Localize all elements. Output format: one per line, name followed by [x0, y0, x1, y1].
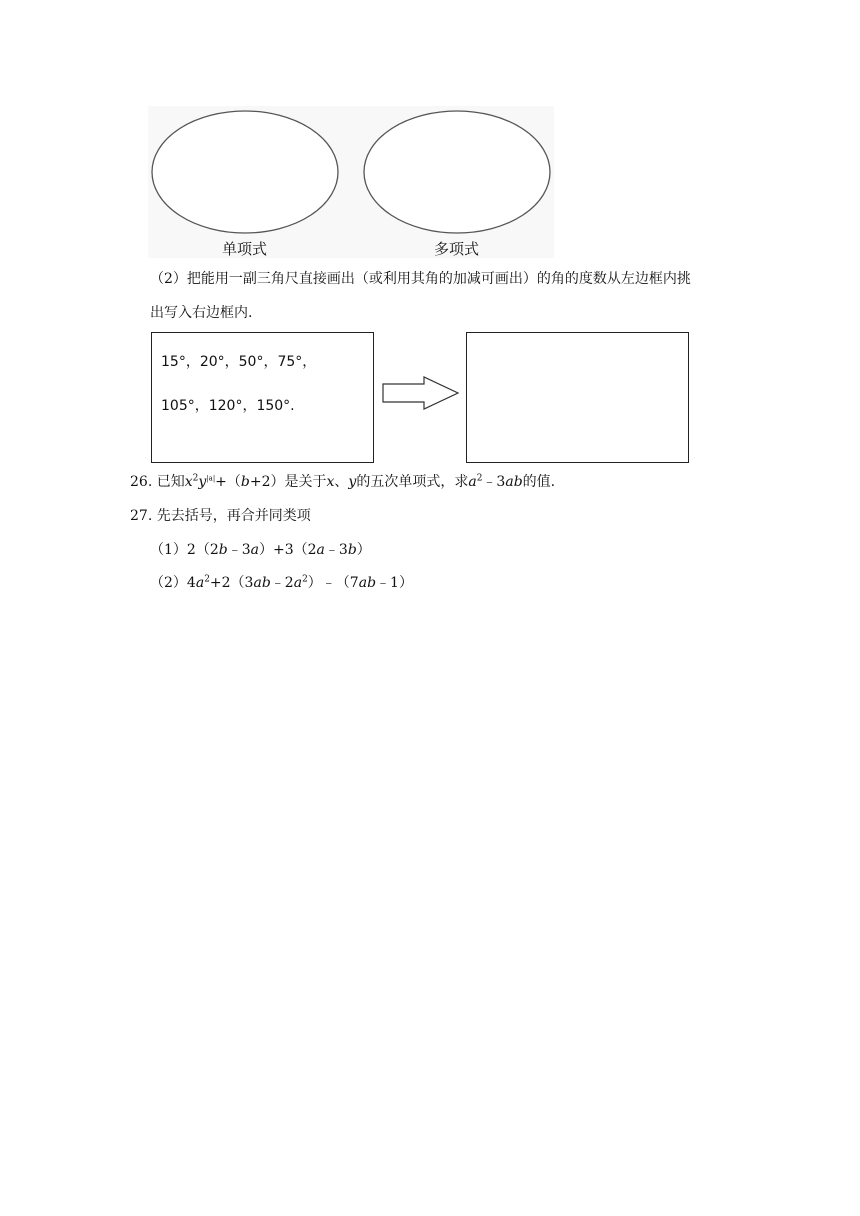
q27-p2-c: +2（3 [209, 575, 254, 591]
angle-list-row1: 15°，20°，50°，75°， [161, 354, 317, 370]
q27-part1 [150, 540, 371, 560]
q26-var-a: a [468, 474, 477, 490]
q27-p1-a: （1）2（2 [150, 542, 219, 558]
q26-exp-abs-a: |a| [206, 474, 216, 483]
q25-part2-line1: （2）把能用一副三角尺直接画出（或利用其角的加减可画出）的角的度数从左边框内挑 [150, 271, 691, 287]
q26-var-y: y [198, 474, 207, 490]
q26-var-x2: x [326, 474, 335, 490]
q26-text-6: ﹣3 [482, 474, 506, 490]
q27-p1-var-b: b [218, 542, 228, 558]
question-26 [130, 472, 555, 492]
q27-p2-e: ﹣2 [270, 575, 294, 591]
q27-p2-exp-1: 2 [204, 574, 210, 585]
q27-p1-var-b2: b [347, 542, 357, 558]
q26-exp-2: 2 [192, 473, 199, 484]
q27-p2-var-a2: a [293, 575, 303, 591]
q26-text-2: +（ [215, 474, 241, 490]
q26-text-7: 的值. [522, 474, 556, 490]
oval-figure [148, 106, 554, 258]
monomial-oval [152, 111, 338, 233]
polynomial-oval [364, 111, 550, 233]
q27-p1-i: ） [356, 542, 371, 558]
polynomial-caption: 多项式 [434, 240, 480, 258]
q27-p2-i: ﹣1） [376, 575, 413, 591]
q25-part2-line2: 出写入右边框内. [150, 305, 253, 321]
q27-p1-e: ）+3（2 [258, 542, 317, 558]
q27-p2-var-ab2: ab [358, 575, 377, 591]
q27-part2 [150, 573, 413, 593]
q27-p2-var-ab: ab [253, 575, 271, 591]
q27-p1-var-a: a [250, 542, 259, 558]
q26-text-5: 的五次单项式，求 [356, 474, 469, 490]
q26-number: 26. [130, 474, 153, 490]
question-27-title [130, 506, 311, 526]
oval-drawing [148, 106, 554, 258]
q26-var-b: b [240, 474, 250, 490]
q26-var-y2: y [348, 474, 357, 490]
q26-text-4: 、 [334, 474, 349, 490]
q27-p1-g: ﹣3 [324, 542, 348, 558]
q26-text-3: +2）是关于 [249, 474, 327, 490]
q27-p2-var-a: a [195, 575, 205, 591]
angle-list-row2: 105°，120°，150°. [161, 398, 295, 414]
q26-text-1: 已知 [156, 474, 185, 490]
q26-var-ab: ab [505, 474, 523, 490]
monomial-caption: 单项式 [222, 240, 268, 258]
q27-p2-g: ）﹣（7 [307, 575, 359, 591]
angle-right-box [466, 332, 689, 463]
q26-var-x: x [184, 474, 193, 490]
q26-exp-2b: 2 [476, 473, 483, 484]
angle-left-box [151, 332, 374, 463]
q27-p2-a: （2）4 [150, 575, 196, 591]
q27-p1-var-a2: a [316, 542, 325, 558]
q27-p2-exp-2: 2 [302, 574, 308, 585]
q27-title-text: 先去括号，再合并同类项 [156, 508, 311, 524]
right-arrow-icon [382, 376, 462, 416]
q27-p1-c: ﹣3 [227, 542, 251, 558]
q27-number: 27. [130, 508, 153, 524]
